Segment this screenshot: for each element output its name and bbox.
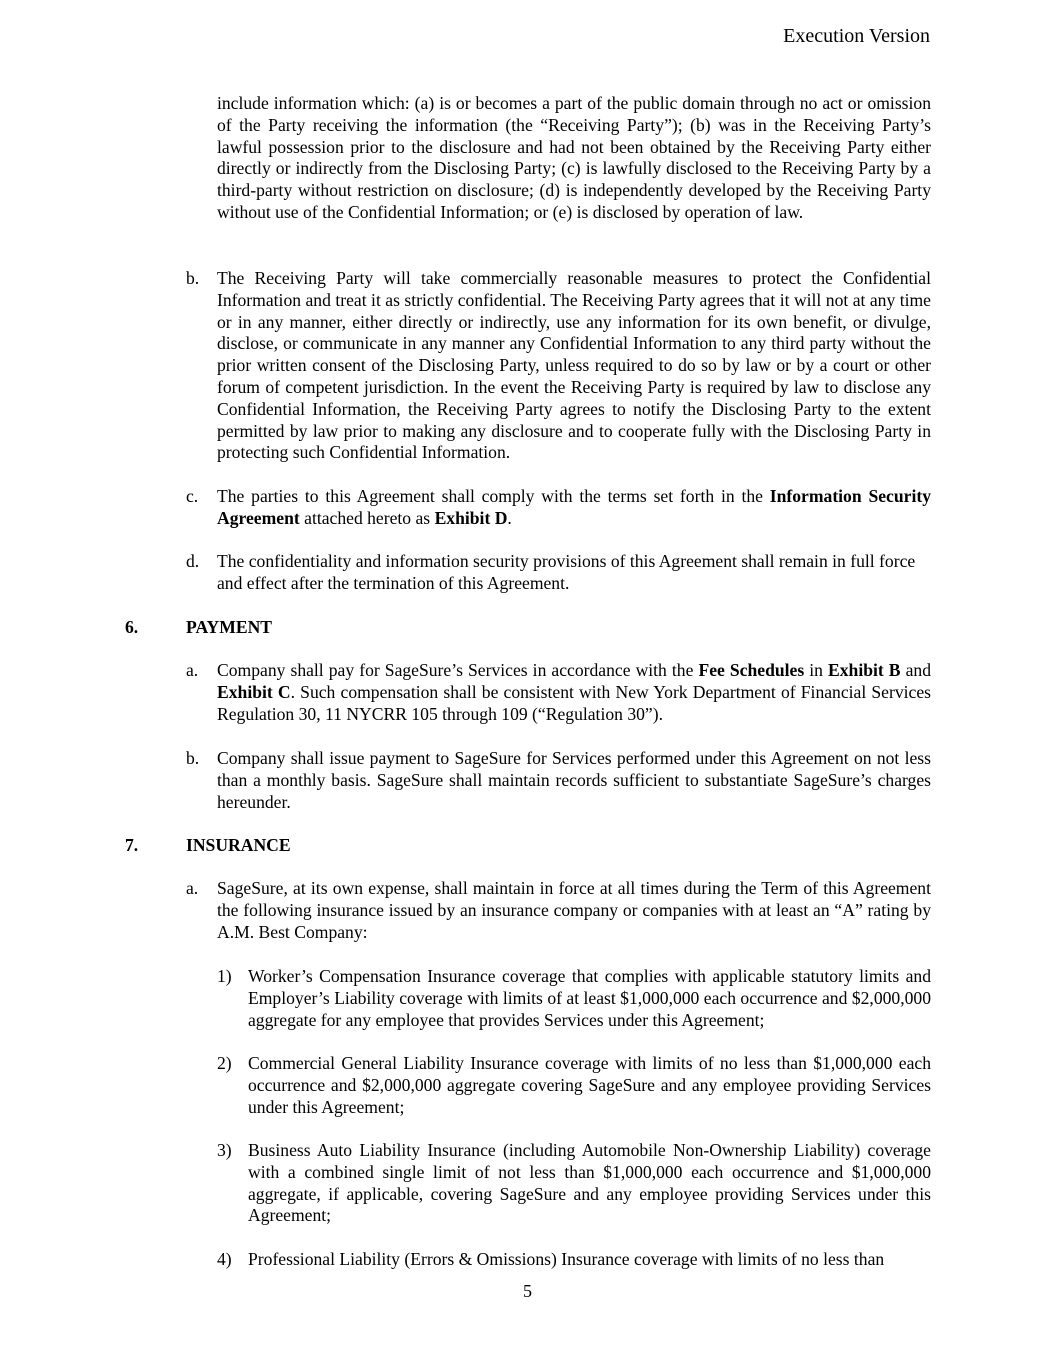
payment-item-a	[186, 660, 931, 725]
item-label: a.	[186, 660, 199, 680]
section-title: PAYMENT	[186, 617, 273, 637]
confidentiality-item-c	[186, 486, 931, 530]
exhibit-d-ref: Exhibit D	[434, 507, 508, 528]
item-label: 3)	[217, 1140, 232, 1160]
item-text: Business Auto Liability Insurance (including Automobile Non-Ownership Liability) coverage with a combined single limit of not less than $1,000,000 each occurrence and $1,000,000 aggregate, if applicable, covering SageSure and any employee providing Services under this Agreement;	[248, 1140, 931, 1226]
exhibit-b-ref: Exhibit B	[828, 660, 901, 680]
section-number: 6.	[125, 617, 139, 637]
intro-paragraph: include information which: (a) is or becomes a part of the public domain through no act or omission of the Party receiving the information (the “Receiving Party”); (b) was in the Receiving Party’s lawful possession prior to the disclosure and had not been obtained by the Receiving Party either directly or indirectly from the Disclosing Party; (c) is lawfully disclosed to the Receiving Party by a third-party without restriction on disclosure; (d) is independently developed by the Receiving Party without use of the Confidential Information; or (e) is disclosed by operation of law.	[217, 93, 931, 222]
item-label: d.	[186, 551, 200, 571]
exhibit-c-ref: Exhibit C	[217, 681, 291, 702]
payment-item-b	[186, 748, 931, 813]
page-number: 5	[523, 1281, 532, 1301]
item-label: 4)	[217, 1249, 232, 1269]
item-label: a.	[186, 878, 199, 898]
item-text: The parties to this Agreement shall comply with the terms set forth in the Information Security Agreement attached hereto as Exhibit D.	[217, 486, 931, 528]
section-7-heading	[125, 835, 291, 857]
section-number: 7.	[125, 835, 139, 855]
item-text: SageSure, at its own expense, shall maintain in force at all times during the Term of this Agreement the following insurance issued by an insurance company or companies with at least an “A” rating by A.M. Best Company:	[217, 878, 931, 942]
confidentiality-item-b	[186, 268, 931, 464]
item-text: The Receiving Party will take commercially reasonable measures to protect the Confidential Information and treat it as strictly confidential. The Receiving Party agrees that it will not at any time or in any manner, either directly or indirectly, use any information for its own benefit, or divulge, disclose, or communicate in any manner any Confidential Information to any third party without the prior written consent of the Disclosing Party, unless required to do so by law or by a court or other forum of competent jurisdiction. In the event the Receiving Party is required by law to disclose any Confidential Information, the Receiving Party agrees to notify the Disclosing Party to the extent permitted by law prior to making any disclosure and to cooperate fully with the Disclosing Party in protecting such Confidential Information.	[217, 268, 931, 463]
item-label: b.	[186, 268, 200, 288]
section-6-heading	[125, 617, 272, 639]
item-label: 1)	[217, 966, 232, 986]
confidentiality-item-d	[186, 551, 931, 595]
fee-schedules-ref: Fee Schedules	[698, 660, 805, 680]
item-label: 2)	[217, 1053, 232, 1073]
insurance-subitem-1	[217, 966, 931, 1031]
insurance-subitem-2	[217, 1053, 931, 1118]
item-text: Commercial General Liability Insurance coverage with limits of no less than $1,000,000 each occurrence and $2,000,000 aggregate covering SageSure and any employee providing Services under this Agreement;	[248, 1053, 931, 1117]
item-text: Worker’s Compensation Insurance coverage that complies with applicable statutory limits and Employer’s Liability coverage with limits of at least $1,000,000 each occurrence and $2,000,000 aggregate for any employee that provides Services under this Agreement;	[248, 966, 931, 1030]
item-label: c.	[186, 486, 199, 506]
item-text: Company shall issue payment to SageSure for Services performed under this Agreement on not less than a monthly basis. SageSure shall maintain records sufficient to substantiate SageSure’s charges hereunder.	[217, 748, 931, 812]
item-text: Company shall pay for SageSure’s Services in accordance with the Fee Schedules in Exhibit B and Exhibit C. Such compensation shall be consistent with New York Department of Financial Services Regulation 30, 11 NYCRR 105 through 109 (“Regulation 30”).	[217, 660, 931, 724]
item-label: b.	[186, 748, 200, 768]
insurance-subitem-4	[217, 1249, 931, 1271]
item-text: Professional Liability (Errors & Omissions) Insurance coverage with limits of no less than	[248, 1249, 885, 1269]
insurance-subitem-3	[217, 1140, 931, 1227]
insurance-item-a	[186, 878, 931, 943]
information-security-agreement-ref: Information Security Agreement	[217, 486, 931, 528]
item-text: The confidentiality and information security provisions of this Agreement shall remain in full force and effect after the termination of this Agreement.	[217, 551, 916, 593]
section-title: INSURANCE	[186, 835, 291, 855]
execution-version-header: Execution Version	[783, 25, 930, 47]
